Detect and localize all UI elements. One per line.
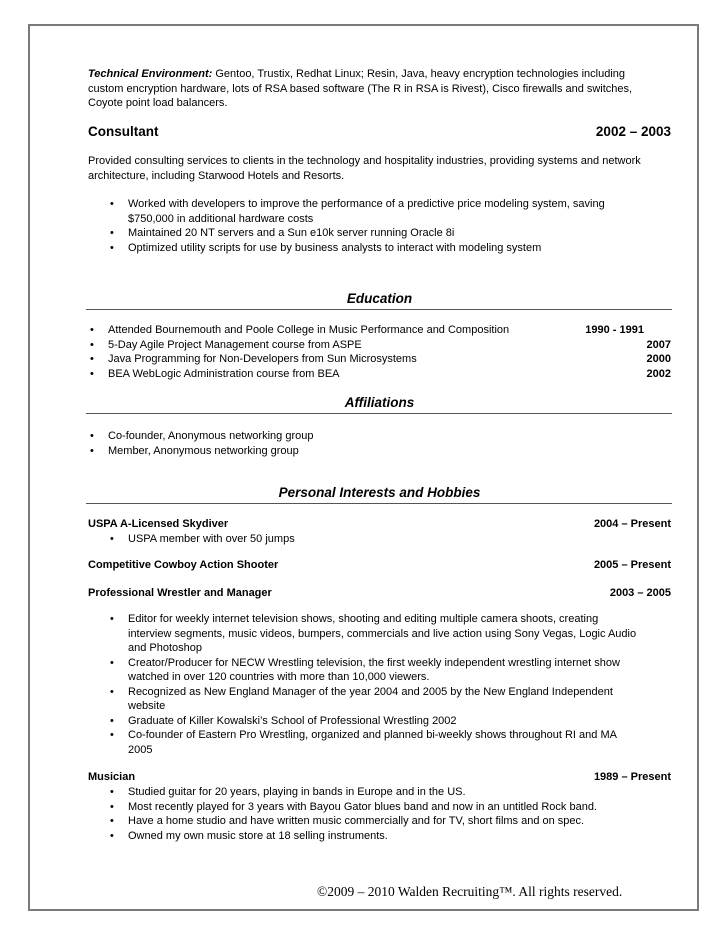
affiliations-list xyxy=(88,429,671,458)
list-item: • Recognized as New England Manager of the year 2004 and 2005 by the New England Independent website xyxy=(108,685,640,714)
consultant-title: Consultant xyxy=(88,124,159,139)
list-item: • Optimized utility scripts for use by business analysts to interact with modeling system xyxy=(108,241,628,256)
skydiver-date: 2004 – Present xyxy=(593,518,671,530)
list-item: • BEA WebLogic Administration course from BEA 2002 xyxy=(88,367,671,382)
cowboy-title: Competitive Cowboy Action Shooter xyxy=(88,559,279,571)
skydiver-bullets xyxy=(108,532,628,547)
education-divider xyxy=(86,309,672,310)
musician-bullets xyxy=(108,785,668,843)
consultant-header xyxy=(88,124,671,142)
list-item: • Java Programming for Non-Developers from Sun Microsystems 2000 xyxy=(88,352,671,367)
education-heading: Education xyxy=(346,291,413,306)
list-item: • USPA member with over 50 jumps xyxy=(108,532,628,547)
musician-title: Musician xyxy=(88,771,136,783)
list-item: • Studied guitar for 20 years, playing in bands in Europe and in the US. xyxy=(108,785,668,800)
list-item: • Attended Bournemouth and Poole College in Music Performance and Composition 1990 - 1991 xyxy=(88,323,671,338)
resume-page xyxy=(28,24,699,911)
interests-divider xyxy=(86,503,672,504)
list-item: • 5-Day Agile Project Management course from ASPE 2007 xyxy=(88,338,671,353)
list-item: • Editor for weekly internet television shows, shooting and editing multiple camera shoots, creating interview segments, music videos, bumpers, commercials and live action using Sony Vegas, Logic Audio and Photoshop xyxy=(108,612,640,656)
list-item: • Maintained 20 NT servers and a Sun e10k server running Oracle 8i xyxy=(108,226,628,241)
technical-environment-text: Gentoo, Trustix, Redhat Linux; Resin, Java, heavy encryption technologies including custom encryption hardware, lots of RSA based software (The R in RSA is Rivest), Cisco firewalls and switches, Coyote point load balancers. xyxy=(88,68,633,109)
consultant-bullets xyxy=(108,197,628,255)
musician-date: 1989 – Present xyxy=(593,771,671,783)
consultant-date: 2002 – 2003 xyxy=(595,124,671,139)
consultant-description: Provided consulting services to clients in the technology and hospitality industries, providing systems and network architecture, including Starwood Hotels and Resorts. xyxy=(88,155,641,182)
cowboy-header xyxy=(88,558,671,573)
footer-copyright: ©2009 – 2010 Walden Recruiting™. All rights reserved. xyxy=(317,884,623,899)
interests-heading: Personal Interests and Hobbies xyxy=(278,485,481,500)
wrestler-header xyxy=(88,586,671,601)
wrestler-date: 2003 – 2005 xyxy=(609,587,671,599)
wrestler-title: Professional Wrestler and Manager xyxy=(88,587,272,599)
cowboy-date: 2005 – Present xyxy=(593,559,671,571)
technical-environment-label: Technical Environment: xyxy=(88,68,213,80)
list-item: • Creator/Producer for NECW Wrestling television, the first weekly independent wrestling internet show watched in over 120 countries with more than 10,000 viewers. xyxy=(108,656,640,685)
list-item: • Have a home studio and have written music commercially and for TV, short films and on spec. xyxy=(108,814,668,829)
list-item: • Worked with developers to improve the performance of a predictive price modeling system, saving $750,000 in additional hardware costs xyxy=(108,197,628,226)
list-item: • Co-founder of Eastern Pro Wrestling, organized and planned bi-weekly shows throughout RI and MA 2005 xyxy=(108,728,640,757)
skydiver-title: USPA A-Licensed Skydiver xyxy=(88,518,229,530)
education-list xyxy=(88,323,671,381)
wrestler-bullets xyxy=(108,612,640,757)
affiliations-divider xyxy=(86,413,672,414)
list-item: • Member, Anonymous networking group xyxy=(88,444,671,459)
list-item: • Graduate of Killer Kowalski’s School of Professional Wrestling 2002 xyxy=(108,714,640,729)
list-item: • Co-founder, Anonymous networking group xyxy=(88,429,671,444)
skydiver-header xyxy=(88,517,671,532)
affiliations-heading: Affiliations xyxy=(344,395,415,410)
musician-header xyxy=(88,770,671,785)
technical-environment xyxy=(88,67,648,111)
list-item: • Most recently played for 3 years with Bayou Gator blues band and now in an untitled Rock band. xyxy=(108,800,668,815)
list-item: • Owned my own music store at 18 selling instruments. xyxy=(108,829,668,844)
